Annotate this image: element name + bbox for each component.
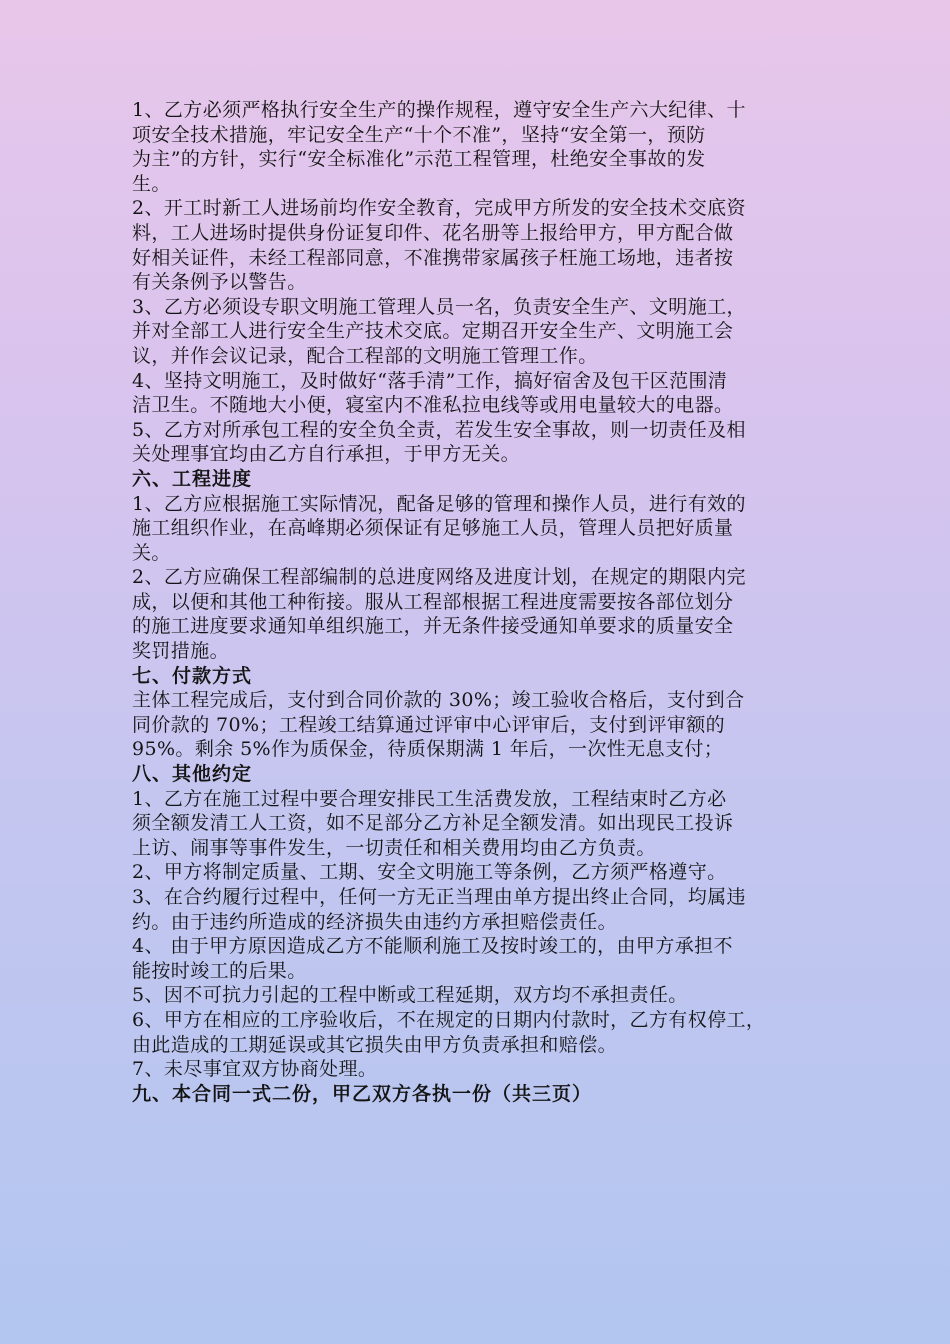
text-line: 生。	[132, 172, 171, 195]
text-line: 料，工人进场时提供身份证复印件、花名册等上报给甲方，甲方配合做	[132, 221, 734, 244]
text-line: 6、甲方在相应的工序验收后，不在规定的日期内付款时，乙方有权停工，	[132, 1008, 766, 1031]
text-line: 5、乙方对所承包工程的安全负全责，若发生安全事故，则一切责任及相	[132, 418, 746, 441]
text-line: 成，以便和其他工种衔接。服从工程部根据工程进度需要按各部位划分	[132, 590, 734, 613]
text-line: 2、开工时新工人进场前均作安全教育，完成甲方所发的安全技术交底资	[132, 197, 746, 220]
text-line: 2、乙方应确保工程部编制的总进度网络及进度计划，在规定的期限内完	[132, 566, 746, 589]
text-line: 须全额发清工人工资，如不足部分乙方补足全额发清。如出现民工投诉	[132, 812, 734, 835]
text-line: 施工组织作业，在高峰期必须保证有足够施工人员，管理人员把好质量	[132, 517, 734, 540]
text-line: 有关条例予以警告。	[132, 271, 307, 294]
text-line: 1、乙方应根据施工实际情况，配备足够的管理和操作人员，进行有效的	[132, 492, 746, 515]
text-line: 能按时竣工的后果。	[132, 959, 307, 982]
text-line: 3、乙方必须设专职文明施工管理人员一名，负责安全生产、文明施工，	[132, 295, 746, 318]
section-heading: 八、其他约定	[132, 763, 253, 786]
text-line: 4、 由于甲方原因造成乙方不能顺利施工及按时竣工的，由甲方承担不	[132, 935, 733, 958]
text-line: 关。	[132, 541, 171, 564]
document-body	[132, 98, 832, 1106]
text-line: 主体工程完成后，支付到合同价款的 30%；竣工验收合格后，支付到合	[132, 689, 745, 712]
text-line: 7、未尽事宜双方协商处理。	[132, 1058, 378, 1081]
text-line: 约。由于违约所造成的经济损失由违约方承担赔偿责任。	[132, 910, 618, 933]
text-line: 关处理事宜均由乙方自行承担，于甲方无关。	[132, 443, 521, 466]
text-line: 同价款的 70%；工程竣工结算通过评审中心评审后，支付到评审额的	[132, 713, 726, 736]
section-heading: 九、本合同一式二份，甲乙双方各执一份（共三页）	[132, 1082, 593, 1105]
text-line: 1、乙方在施工过程中要合理安排民工生活费发放，工程结束时乙方必	[132, 787, 727, 810]
section-heading: 六、工程进度	[132, 467, 253, 490]
text-line: 2、甲方将制定质量、工期、安全文明施工等条例，乙方须严格遵守。	[132, 861, 727, 884]
text-line: 上访、闹事等事件发生，一切责任和相关费用均由乙方负责。	[132, 836, 656, 859]
text-line: 洁卫生。不随地大小便，寝室内不准私拉电线等或用电量较大的电器。	[132, 394, 734, 417]
text-line: 1、乙方必须严格执行安全生产的操作规程，遵守安全生产六大纪律、十	[132, 99, 746, 121]
text-line: 好相关证件，未经工程部同意，不准携带家属孩子枉施工场地，违者按	[132, 246, 734, 269]
text-line: 议，并作会议记录，配合工程部的文明施工管理工作。	[132, 344, 598, 367]
text-line: 95%。剩余 5%作为质保金，待质保期满 1 年后，一次性无息支付；	[132, 738, 724, 761]
text-line: 由此造成的工期延误或其它损失由甲方负责承担和赔偿。	[132, 1033, 618, 1056]
text-line: 3、在合约履行过程中，任何一方无正当理由单方提出终止合同，均属违	[132, 886, 746, 908]
section-heading: 七、付款方式	[132, 664, 253, 687]
text-line: 奖罚措施。	[132, 640, 230, 663]
text-line: 并对全部工人进行安全生产技术交底。定期召开安全生产、文明施工会	[132, 320, 734, 343]
text-line: 项安全技术措施，牢记安全生产“十个不准”，坚持“安全第一，预防	[132, 123, 706, 146]
text-line: 为主”的方针，实行“安全标准化”示范工程管理，杜绝安全事故的发	[132, 148, 706, 171]
text-line: 的施工进度要求通知单组织施工，并无条件接受通知单要求的质量安全	[132, 615, 734, 638]
text-line: 5、因不可抗力引起的工程中断或工程延期，双方均不承担责任。	[132, 984, 688, 1007]
text-line: 4、坚持文明施工，及时做好“落手清”工作，搞好宿舍及包干区范围清	[132, 369, 728, 392]
